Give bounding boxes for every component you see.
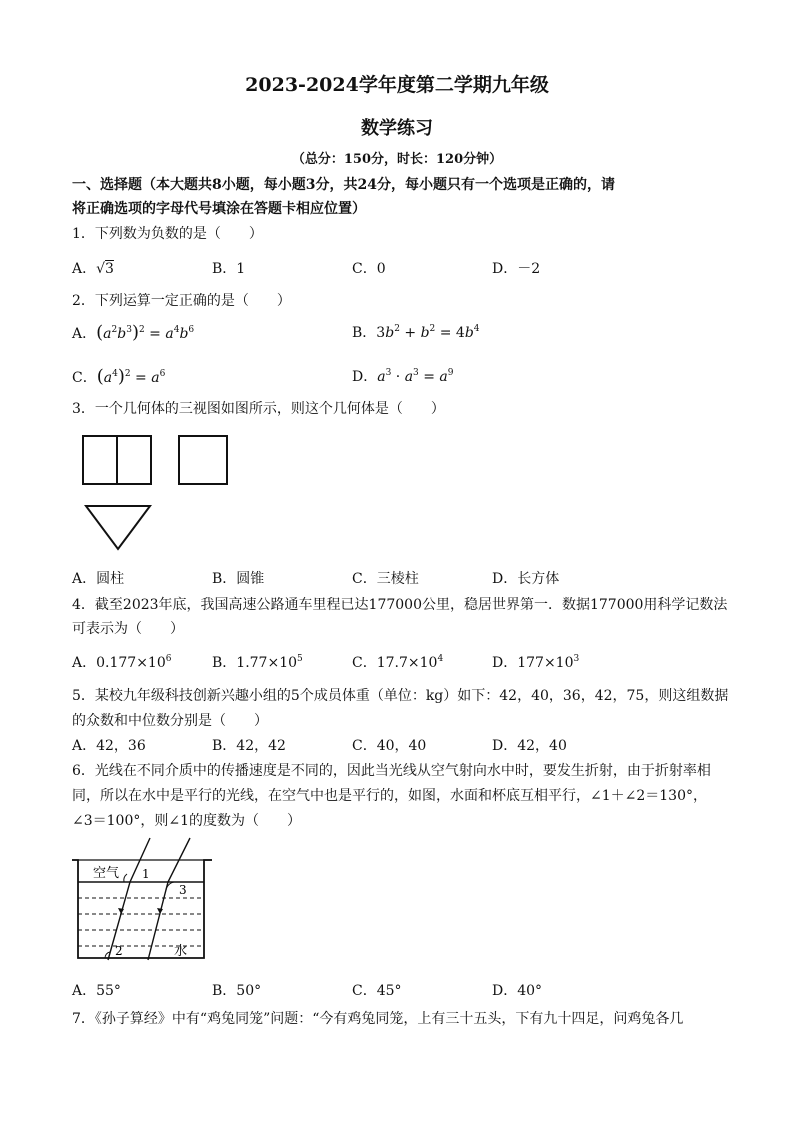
ray-arrow: [118, 908, 124, 914]
q4-option-c-text: C．17.7×10: [352, 655, 438, 671]
question-6-stem-line1: 6．光线在不同介质中的传播速度是不同的，因此当光线从空气射向水中时，要发生折射，由于折射率相: [72, 763, 711, 779]
q2-option-b-label: B．: [352, 325, 377, 341]
q2-option-d-label: D．: [352, 369, 378, 385]
question-7-stem: 7．《孙子算经》中有“鸡兔同笼”问题：“今有鸡兔同笼，上有三十五头，下有九十四足，问鸡兔各几: [72, 1011, 684, 1027]
air-label: 空气: [93, 866, 120, 881]
q1-option-a: [72, 258, 114, 278]
light-ray-right: [148, 838, 190, 960]
water-label: 水: [174, 944, 188, 959]
question-2-stem: 2．下列运算一定正确的是（ ）: [72, 293, 291, 309]
q4-option-b-text: B．1.77×10: [212, 655, 298, 671]
q4-option-c: [352, 652, 443, 672]
q4-option-d-text: D．177×10: [492, 655, 574, 671]
ray-arrow: [157, 908, 163, 914]
q4-option-a-text: A．0.177×10: [72, 655, 166, 671]
question-6-stem-line2: 同，所以在水中是平行的光线，在空气中也是平行的，如图，水面和杯底互相平行，∠1＋∠2＝130°，: [72, 788, 707, 804]
score-info: （总分：150分，时长：120分钟）: [291, 152, 503, 167]
q6-option-c: C．45°: [352, 983, 402, 999]
question-1-stem: 1．下列数为负数的是（ ）: [72, 226, 263, 242]
q2-option-c-formula: $(a^4)^2 = a^6$: [96, 366, 166, 387]
q5-option-c: C．40，40: [352, 738, 427, 754]
q2-option-d: [352, 366, 454, 386]
light-ray-left: [108, 838, 150, 960]
sqrt3-expression: √3: [96, 261, 114, 277]
angle-1-arc: [124, 874, 127, 882]
exam-subject: 数学练习: [361, 118, 433, 139]
q5-option-a: A．42，36: [72, 738, 146, 754]
q3-option-b: B．圆锥: [212, 571, 265, 587]
question-5-stem-line1: 5．某校九年级科技创新兴趣小组的5个成员体重（单位：kg）如下：42，40，36，42，75，则这组数据: [72, 688, 729, 704]
q1-option-d: D．－2: [492, 261, 541, 277]
question-6-stem-line3: ∠3＝100°，则∠1的度数为（ ）: [72, 813, 301, 829]
angle-3-label: 3: [179, 883, 187, 897]
q4-option-c-exp: 4: [437, 654, 444, 664]
section-heading-line1: 一、选择题（本大题共8小题，每小题3分，共24分，每小题只有一个选项是正确的，请: [72, 177, 615, 193]
q4-option-b: [212, 652, 303, 672]
three-view-figure: [82, 435, 242, 555]
angle-2-label: 2: [115, 944, 123, 958]
q6-option-a: A．55°: [72, 983, 121, 999]
q2-option-b-formula: $3b^2 + b^2 = 4b^4$: [376, 324, 480, 341]
side-view: [179, 436, 227, 484]
question-4-stem-line1: 4．截至2023年底，我国高速公路通车里程已达177000公里，稳居世界第一．数据177000用科学记数法: [72, 597, 728, 613]
q3-option-c: C．三棱柱: [352, 571, 419, 587]
q4-option-d: [492, 652, 579, 672]
q2-option-b: [352, 322, 480, 342]
q4-option-a: [72, 652, 171, 672]
q1-option-a-label: A．: [72, 261, 97, 277]
q3-option-d: D．长方体: [492, 571, 560, 587]
question-5-stem-line2: 的众数和中位数分别是（ ）: [72, 713, 268, 729]
angle-1-label: 1: [142, 867, 150, 881]
q3-option-a: A．圆柱: [72, 571, 125, 587]
section-heading-line2: 将正确选项的字母代号填涂在答题卡相应位置）: [72, 201, 366, 217]
q2-option-a-label: A．: [72, 326, 97, 342]
q2-option-c-label: C．: [72, 370, 97, 386]
q4-option-d-exp: 3: [573, 654, 580, 664]
q2-option-d-formula: $a^3 \cdot a^3 = a^9$: [377, 368, 454, 385]
question-4-stem-line2: 可表示为（ ）: [72, 621, 184, 637]
q1-option-c: C．0: [352, 261, 386, 277]
q6-option-b: B．50°: [212, 983, 262, 999]
exam-title: 2023-2024学年度第二学期九年级: [245, 74, 549, 96]
q6-option-d: D．40°: [492, 983, 543, 999]
q2-option-a: [72, 322, 194, 343]
q5-option-b: B．42，42: [212, 738, 286, 754]
q5-option-d: D．42，40: [492, 738, 567, 754]
refraction-figure: [72, 838, 218, 968]
top-view: [86, 506, 150, 549]
q4-option-a-exp: 6: [165, 654, 172, 664]
question-3-stem: 3．一个几何体的三视图如图所示，则这个几何体是（ ）: [72, 401, 445, 417]
q1-option-b: B．1: [212, 261, 246, 277]
q4-option-b-exp: 5: [297, 654, 303, 664]
q2-option-c: [72, 366, 165, 387]
q2-option-a-formula: $(a^2b^3)^2 = a^4b^6$: [96, 322, 195, 343]
